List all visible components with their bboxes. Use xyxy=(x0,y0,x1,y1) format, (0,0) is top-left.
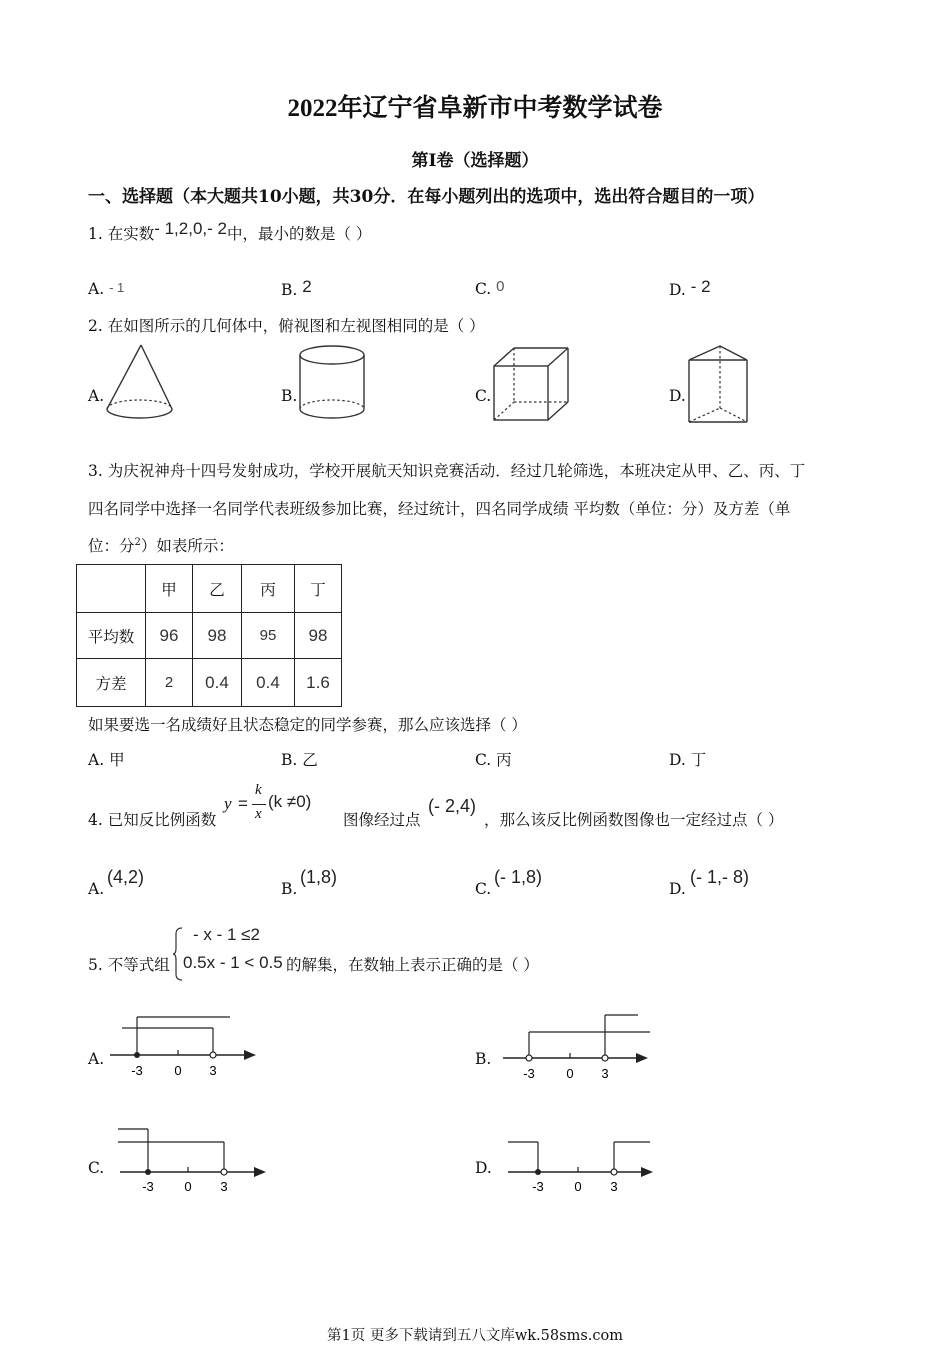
table-row-label: 平均数 xyxy=(77,613,146,659)
table-header-cell: 丙 xyxy=(242,565,295,613)
q4-option-c-label: C. xyxy=(475,880,492,898)
table-cell: 98 xyxy=(193,613,242,659)
q5-option-c-label: C. xyxy=(88,1159,105,1177)
table-row xyxy=(77,659,342,707)
q5-suffix: 的解集，在数轴上表示正确的是（ ） xyxy=(286,956,539,974)
q2-option-b-label: B. xyxy=(281,387,298,405)
q4-option-c-value: (- 1,8) xyxy=(494,867,543,887)
q3-line-3: 位：分$^2$）如表所示： xyxy=(88,536,234,555)
tick-label: 0 xyxy=(184,1179,192,1192)
table-row xyxy=(77,565,342,613)
number-line-b xyxy=(495,1010,660,1082)
number-line-c xyxy=(110,1120,275,1192)
q5-option-a-label: A. xyxy=(88,1050,105,1068)
tick-label: 3 xyxy=(209,1063,217,1078)
tick-label: 3 xyxy=(601,1066,609,1081)
section-part-title: 第I卷（选择题） xyxy=(411,151,539,171)
number-line-d xyxy=(500,1120,665,1192)
page-footer: 第1页 更多下载请到五八文库wk.58sms.com xyxy=(327,1328,623,1344)
table-cell: 96 xyxy=(146,613,193,659)
table-row xyxy=(77,613,342,659)
q1-option-d: D. - 2 xyxy=(669,277,711,299)
tick-label: 0 xyxy=(174,1063,182,1078)
tick-label: 3 xyxy=(610,1179,618,1192)
q4-suffix: ，那么该反比例函数图像也一定经过点（ ） xyxy=(484,811,784,829)
q4-option-d-label: D. xyxy=(669,880,686,898)
q3-option-c: C. 丙 xyxy=(475,751,512,769)
q2-option-d-label: D. xyxy=(669,387,686,405)
q1-option-a: A. - 1 xyxy=(88,280,125,298)
tick-label: 0 xyxy=(574,1179,582,1192)
cube-figure xyxy=(492,346,572,426)
q5-option-d-label: D. xyxy=(475,1159,492,1177)
section-heading: 一、选择题（本大题共10小题，共30分．在每小题列出的选项中，选出符合题目的一项） xyxy=(88,187,765,207)
table-header-cell: 丁 xyxy=(295,565,342,613)
tick-label: 0 xyxy=(566,1066,574,1081)
cylinder-figure xyxy=(298,344,368,424)
page-title: 2022年辽宁省阜新市中考数学试卷 xyxy=(287,95,663,122)
question-1 xyxy=(88,219,372,244)
q3-line-2: 四名同学中选择一名同学代表班级参加比赛，经过统计，四名同学成绩 平均数（单位：分）及方差（单 xyxy=(88,500,791,518)
q1-option-b: B. 2 xyxy=(281,277,312,299)
q5-option-b-label: B. xyxy=(475,1050,492,1068)
q5-inequality-1: - x - 1 ≤2 xyxy=(193,925,260,944)
q4-prefix: 4. 已知反比例函数 xyxy=(88,811,217,829)
q4-option-d-value: (- 1,- 8) xyxy=(690,867,750,887)
q1-option-c: C. 0 xyxy=(475,278,505,298)
q4-function-formula: y = k x (k ≠0) xyxy=(224,782,312,822)
q5-prefix: 5. 不等式组 xyxy=(88,956,170,974)
table-cell: 98 xyxy=(295,613,342,659)
table-row-label: 方差 xyxy=(77,659,146,707)
q4-option-a-value: (4,2) xyxy=(107,867,145,887)
q5-inequality-2: 0.5x - 1 < 0.5 xyxy=(183,953,283,972)
tick-label: -3 xyxy=(142,1179,154,1192)
table-cell: 0.4 xyxy=(242,659,295,707)
q4-mid: 图像经过点 xyxy=(343,811,421,829)
q3-option-a: A. 甲 xyxy=(88,751,125,769)
q3-line-1: 3. 为庆祝神舟十四号发射成功，学校开展航天知识竞赛活动．经过几轮筛选，本班决定从甲、乙、丙、丁 xyxy=(88,462,806,480)
triangular-prism-figure xyxy=(686,344,752,428)
q4-option-b-label: B. xyxy=(281,880,298,898)
q3-question: 如果要选一名成绩好且状态稳定的同学参赛，那么应该选择（ ） xyxy=(88,716,527,734)
tick-label: -3 xyxy=(131,1063,143,1078)
q4-point: (- 2,4) xyxy=(428,796,477,816)
q3-option-b: B. 乙 xyxy=(281,751,318,769)
table-header-cell: 甲 xyxy=(146,565,193,613)
q1-suffix: 中，最小的数是（ ） xyxy=(226,225,372,243)
table-header-cell: 乙 xyxy=(193,565,242,613)
scores-table xyxy=(76,564,342,707)
number-line-a xyxy=(100,1010,265,1082)
q3-option-d: D. 丁 xyxy=(669,751,707,769)
table-cell: 95 xyxy=(242,613,295,659)
q2-option-c-label: C. xyxy=(475,387,492,405)
q1-prefix: 1. 在实数 xyxy=(88,225,155,243)
table-cell: 0.4 xyxy=(193,659,242,707)
q4-option-a-label: A. xyxy=(88,880,105,898)
question-2: 2. 在如图所示的几何体中，俯视图和左视图相同的是（ ） xyxy=(88,317,485,335)
tick-label: 3 xyxy=(220,1179,228,1192)
cone-figure xyxy=(105,343,175,423)
q1-number-list: - 1,2,0,- 2 xyxy=(154,219,227,238)
tick-label: -3 xyxy=(523,1066,535,1081)
tick-label: -3 xyxy=(532,1179,544,1192)
table-cell: 1.6 xyxy=(295,659,342,707)
q4-option-b-value: (1,8) xyxy=(300,867,338,887)
table-cell: 2 xyxy=(146,659,193,707)
q2-option-a-label: A. xyxy=(88,387,105,405)
